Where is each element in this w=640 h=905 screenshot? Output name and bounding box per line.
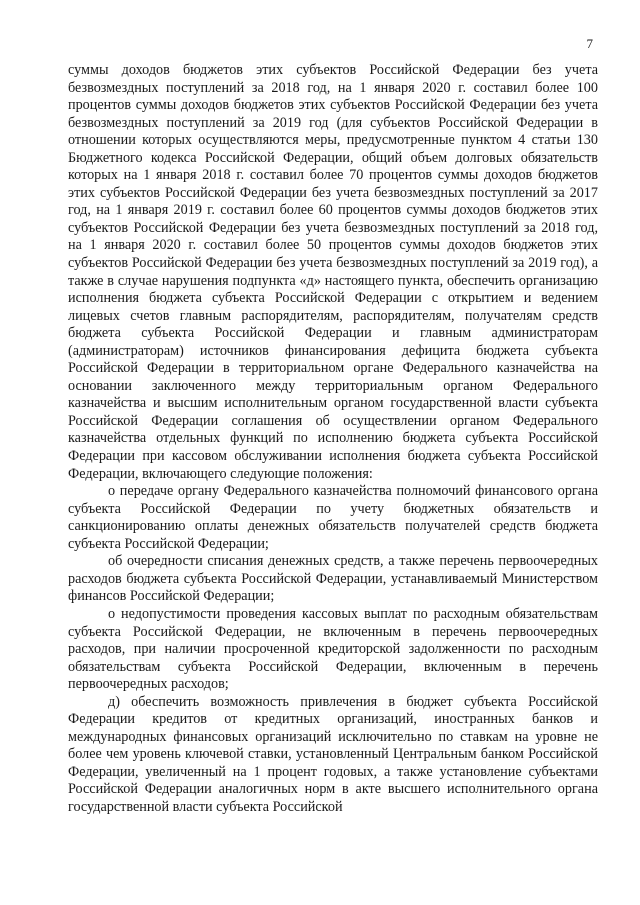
paragraph-continuation: суммы доходов бюджетов этих субъектов Российской Федерации без учета безвозмездных поступлений за 2018 год, на 1 января 2020 г. составил более 100 процентов суммы доходов бюджетов этих субъектов Российской Федерации без учета безвозмездных поступлений за 2019 год (для субъектов Российской Федерации в отношении которых осуществляются меры, предусмотренные пунктом 4 статьи 130 Бюджетного кодекса Российской Федерации, общий объем долговых обязательств которых на 1 января 2018 г. составил более 70 процентов суммы доходов бюджетов этих субъектов Российской Федерации без учета безвозмездных поступлений за 2017 год, на 1 января 2019 г. составил более 60 процентов суммы доходов бюджетов этих субъектов Российской Федерации без учета безвозмездных поступлений за 2018 год, на 1 января 2020 г. составил более 50 процентов суммы доходов бюджетов этих субъектов Российской Федерации без учета безвозмездных поступлений за 2019 год), а также в случае нарушения подпункта «д» настоящего пункта, обеспечить организацию исполнения бюджета субъекта Российской Федерации с открытием и ведением лицевых счетов главным распорядителям, распорядителям, получателям средств бюджета субъекта Российской Федерации и главным администраторам (администраторам) источников финансирования дефицита бюджета субъекта Российской Федерации в территориальном органе Федерального казначейства на основании заключенного между территориальным органом Федерального казначейства и высшим исполнительным органом государственной власти субъекта Российской Федерации соглашения об осуществлении органом Федерального казначейства отдельных функций по исполнению бюджета субъекта Российской Федерации при кассовом обслуживании исполнения бюджета субъекта Российской Федерации, включающего следующие положения: — [68, 62, 598, 482]
paragraph-order-of-debiting: об очередности списания денежных средств, а также перечень первоочередных расходов бюджета субъекта Российской Федерации, устанавливаемый Министерством финансов Российской Федерации; — [68, 553, 598, 605]
document-body — [68, 62, 598, 817]
paragraph-inadmissibility: о недопустимости проведения кассовых выплат по расходным обязательствам субъекта Российской Федерации, не включенным в перечень первоочередных расходов, при наличии просроченной кредиторской задолженности по расходным обязательствам субъекта Российской Федерации, включенным в перечень первоочередных расходов; — [68, 605, 598, 693]
paragraph-transfer-of-powers: о передаче органу Федерального казначейства полномочий финансового органа субъекта Российской Федерации по учету бюджетных обязательств и санкционированию оплаты денежных обязательств получателей средств бюджета субъекта Российской Федерации; — [68, 483, 598, 552]
paragraph-item-d: д) обеспечить возможность привлечения в бюджет субъекта Российской Федерации кредитов от кредитных организаций, иностранных банков и международных финансовых организаций исключительно по ставкам на уровне не более чем уровень ключевой ставки, установленный Центральным банком Российской Федерации, увеличенный на 1 процент годовых, а также установление субъектами Российской Федерации аналогичных норм в акте высшего исполнительного органа государственной власти субъекта Российской — [68, 693, 598, 815]
page-number: 7 — [586, 36, 593, 51]
